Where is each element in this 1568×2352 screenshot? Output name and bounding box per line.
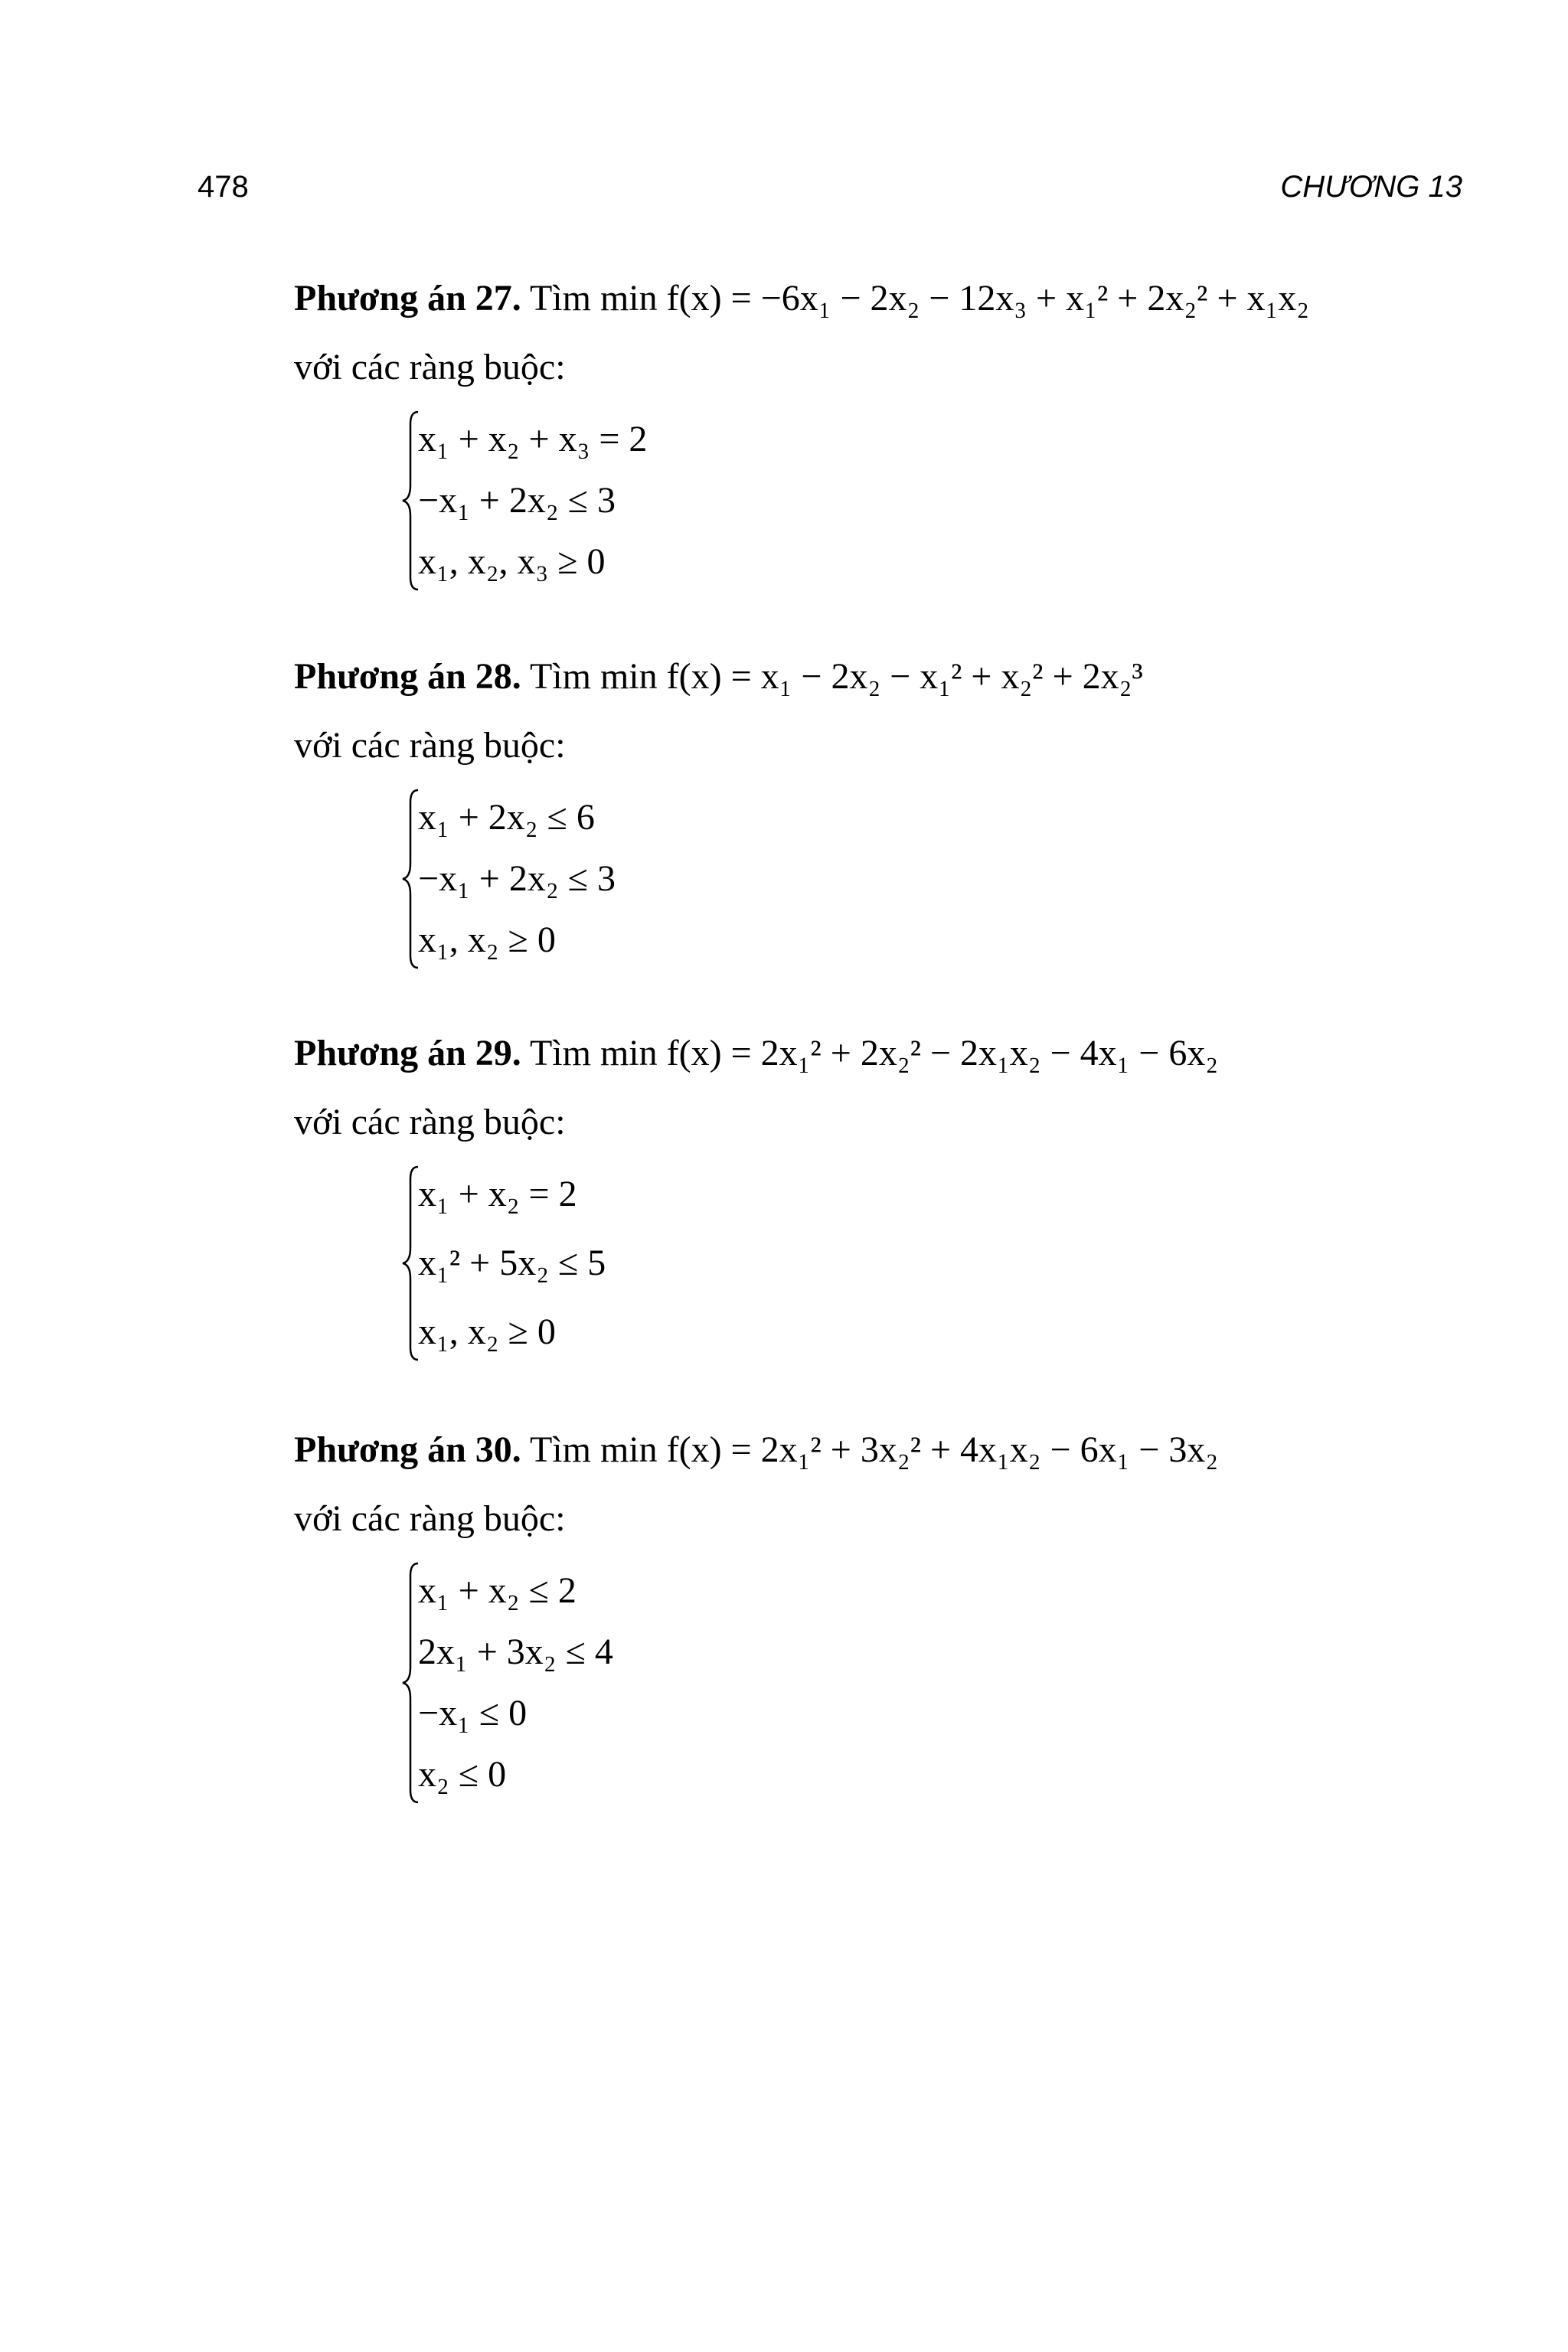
constraint-line: −x₁ + 2x₂ ≤ 3 <box>418 480 616 521</box>
left-brace-icon <box>401 1164 421 1363</box>
problem-27 <box>294 277 1309 593</box>
problem-label: Phương án 29. <box>294 1033 521 1073</box>
problem-title <box>294 1429 1218 1472</box>
objective-function: min f(x) = 2x₁² + 2x₂² − 2x₁x₂ − 4x₁ − 6x₂ <box>599 1033 1219 1073</box>
find-word: Tìm <box>529 656 591 697</box>
page-header <box>198 170 1462 210</box>
left-brace-icon <box>401 409 421 593</box>
problem-label: Phương án 28. <box>294 656 521 697</box>
constraint-line: x₁ + 2x₂ ≤ 6 <box>418 797 595 838</box>
find-word: Tìm <box>529 278 591 318</box>
chapter-title: CHƯƠNG 13 <box>1280 170 1462 204</box>
constraint-line: x₁ + x₂ + x₃ = 2 <box>418 419 648 459</box>
objective-function: min f(x) = x₁ − 2x₂ − x₁² + x₂² + 2x₂³ <box>599 656 1143 697</box>
constraint-line: x₂ ≤ 0 <box>418 1754 507 1795</box>
constraint-system <box>401 409 1309 593</box>
left-brace-icon <box>401 787 421 971</box>
problem-label: Phương án 30. <box>294 1429 521 1470</box>
constraint-intro: với các ràng buộc: <box>294 347 566 387</box>
problem-title <box>294 277 1309 320</box>
problem-28 <box>294 655 1143 971</box>
constraint-line: x₁ + x₂ = 2 <box>418 1174 577 1214</box>
problem-30 <box>294 1429 1218 1805</box>
constraint-system <box>401 1560 1218 1805</box>
constraint-intro: với các ràng buộc: <box>294 1498 566 1539</box>
constraint-line: x₁² + 5x₂ ≤ 5 <box>418 1243 606 1283</box>
constraint-system <box>401 1164 1218 1363</box>
objective-function: min f(x) = −6x₁ − 2x₂ − 12x₃ + x₁² + 2x₂² + x₁x₂ <box>599 278 1309 318</box>
find-word: Tìm <box>529 1033 591 1073</box>
constraint-line: 2x₁ + 3x₂ ≤ 4 <box>418 1632 613 1672</box>
problem-label: Phương án 27. <box>294 278 521 318</box>
constraint-line: x₁, x₂ ≥ 0 <box>418 1312 556 1352</box>
constraint-intro: với các ràng buộc: <box>294 725 566 766</box>
problem-title <box>294 1032 1218 1075</box>
constraint-line: −x₁ + 2x₂ ≤ 3 <box>418 858 616 899</box>
constraint-system <box>401 787 1143 971</box>
constraint-intro: với các ràng buộc: <box>294 1102 566 1142</box>
left-brace-icon <box>401 1560 421 1805</box>
problem-title <box>294 655 1143 698</box>
constraint-line: x₁, x₂ ≥ 0 <box>418 920 556 960</box>
constraint-line: x₁, x₂, x₃ ≥ 0 <box>418 541 606 582</box>
page-number: 478 <box>198 170 249 204</box>
objective-function: min f(x) = 2x₁² + 3x₂² + 4x₁x₂ − 6x₁ − 3x₂ <box>599 1429 1219 1470</box>
constraint-line: −x₁ ≤ 0 <box>418 1693 528 1733</box>
find-word: Tìm <box>529 1429 591 1470</box>
constraint-line: x₁ + x₂ ≤ 2 <box>418 1570 577 1611</box>
problem-29 <box>294 1032 1218 1363</box>
